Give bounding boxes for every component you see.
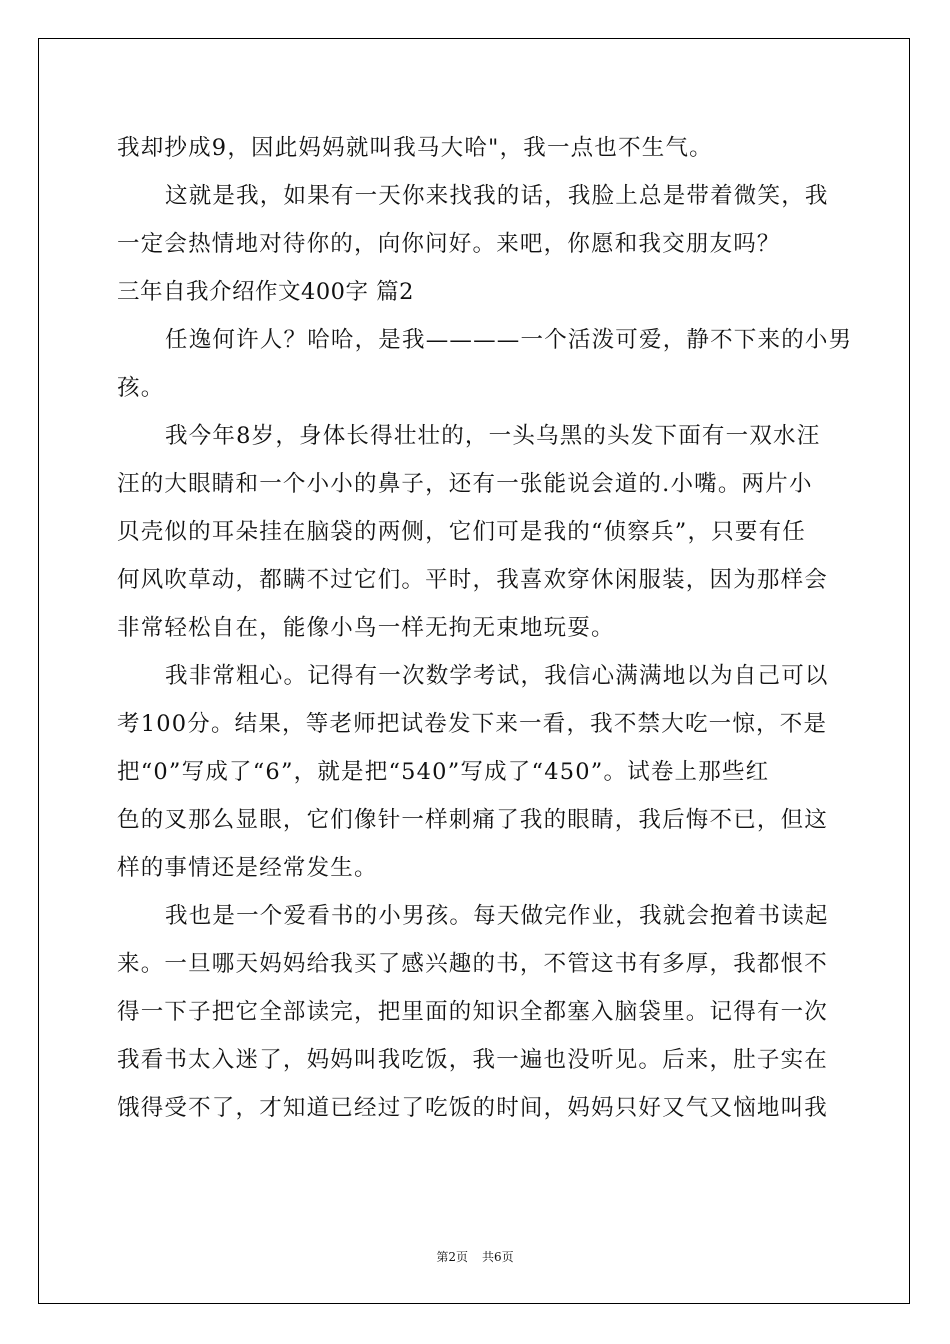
paragraph-first-line: 我也是一个爱看书的小男孩。每天做完作业，我就会抱着书读起: [165, 903, 829, 929]
text-line: 样的事情还是经常发生。: [117, 855, 378, 881]
text-line: 得一下子把它全部读完，把里面的知识全都塞入脑袋里。记得有一次: [117, 999, 829, 1025]
section-heading: 三年自我介绍作文400字 篇2: [117, 279, 414, 305]
text-line: 来。一旦哪天妈妈给我买了感兴趣的书，不管这书有多厚，我都恨不: [117, 951, 829, 977]
paragraph-first-line: 这就是我，如果有一天你来找我的话，我脸上总是带着微笑，我: [165, 183, 829, 209]
text-line: 贝壳似的耳朵挂在脑袋的两侧，它们可是我的“侦察兵”，只要有任: [117, 519, 807, 545]
page-footer: [0, 1248, 950, 1265]
paragraph-first-line: 任逸何许人？哈哈，是我————一个活泼可爱，静不下来的小男: [165, 327, 853, 353]
text-line: 色的叉那么显眼，它们像针一样刺痛了我的眼睛，我后悔不已，但这: [117, 807, 829, 833]
paragraph-first-line: 我非常粗心。记得有一次数学考试，我信心满满地以为自己可以: [165, 663, 829, 689]
text-line: 我却抄成9，因此妈妈就叫我马大哈"，我一点也不生气。: [117, 135, 713, 161]
text-line: 非常轻松自在，能像小鸟一样无拘无束地玩耍。: [117, 615, 615, 641]
document-body: [117, 124, 853, 1132]
text-line: 饿得受不了，才知道已经过了吃饭的时间，妈妈只好又气又恼地叫我: [117, 1095, 829, 1121]
paragraph-first-line: 我今年8岁，身体长得壮壮的，一头乌黑的头发下面有一双水汪: [165, 423, 821, 449]
text-line: 我看书太入迷了，妈妈叫我吃饭，我一遍也没听见。后来，肚子实在: [117, 1047, 829, 1073]
text-line: 孩。: [117, 375, 165, 401]
page-number-total: 共6页: [482, 1250, 514, 1264]
text-line: 把“0”写成了“6”，就是把“540”写成了“450”。试卷上那些红: [117, 759, 770, 785]
text-line: 何风吹草动，都瞒不过它们。平时，我喜欢穿休闲服装，因为那样会: [117, 567, 829, 593]
text-line: 汪的大眼睛和一个小小的鼻子，还有一张能说会道的.小嘴。两片小: [117, 471, 813, 497]
text-line: 考100分。结果，等老师把试卷发下来一看，我不禁大吃一惊，不是: [117, 711, 828, 737]
text-line: 一定会热情地对待你的，向你问好。来吧，你愿和我交朋友吗？: [117, 231, 781, 257]
page-number-current: 第2页: [436, 1250, 468, 1264]
